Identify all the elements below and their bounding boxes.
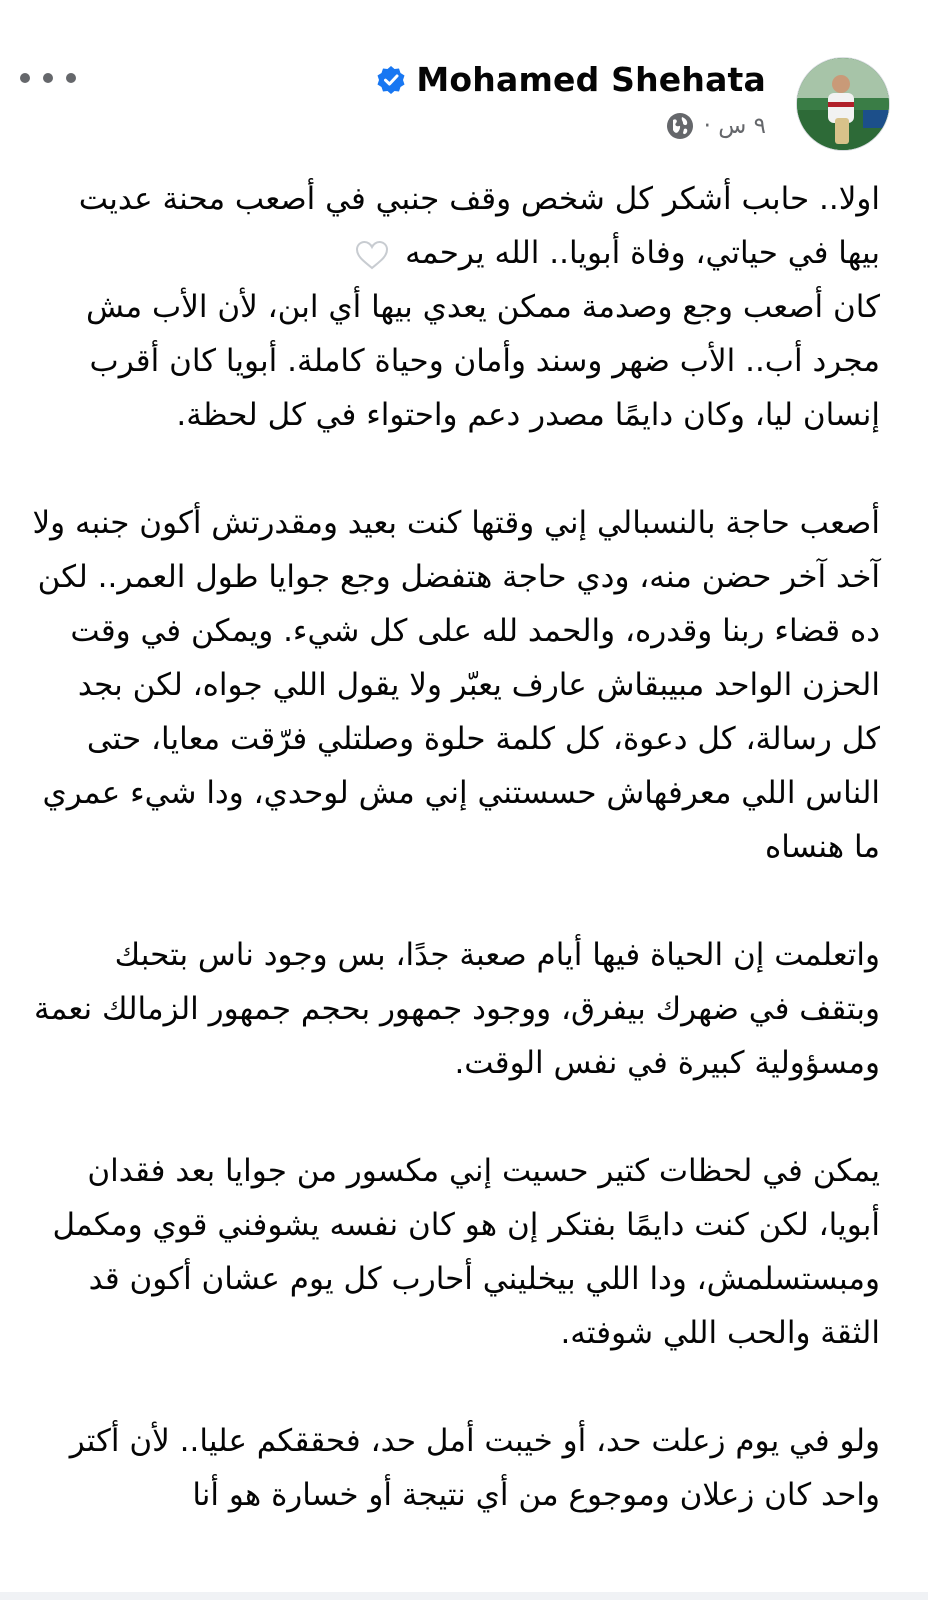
white-heart-icon <box>355 240 389 270</box>
post-body <box>30 172 880 1576</box>
previous-post-cutoff <box>0 0 928 12</box>
post-timestamp[interactable]: ٩ س · <box>703 113 766 139</box>
paragraph-4: يمكن في لحظات كتير حسيت إني مكسور من جوايا بعد فقدان أبويا، لكن كنت دايمًا بفتكر إن هو كان نفسه يشوفني قوي ومكمل ومبستسلمش، ودا اللي بيخليني أحارب كل يوم عشان أكون قد الثقة والحب اللي شوفته. <box>52 1153 880 1351</box>
paragraph-3: واتعلمت إن الحياة فيها أيام صعبة جدًا، بس وجود ناس بتحبك وبتقف في ضهرك بيفرق، ووجود جمهور بحجم جمهور الزمالك نعمة ومسؤولية كبيرة في نفس الوقت. <box>34 937 880 1081</box>
paragraph-1 <box>30 172 880 280</box>
more-options-icon[interactable] <box>20 66 76 90</box>
more-dot <box>66 73 76 83</box>
more-dot <box>43 73 53 83</box>
globe-icon[interactable] <box>666 112 694 140</box>
avatar[interactable] <box>796 57 890 151</box>
author <box>376 60 766 99</box>
verified-badge-icon <box>376 65 406 95</box>
paragraph-1-text: اولا.. حابب أشكر كل شخص وقف جنبي في أصعب محنة عديت بيها في حياتي، وفاة أبويا.. الله يرحمه <box>78 181 880 271</box>
post-meta <box>666 112 766 140</box>
paragraph-1b: كان أصعب وجع وصدمة ممكن يعدي بيها أي ابن، لأن الأب مش مجرد أب.. الأب ضهر وسند وأمان وحياة كاملة. أبويا كان أقرب إنسان ليا، وكان دايمًا مصدر دعم واحتواء في كل لحظة. <box>86 289 880 433</box>
paragraph-5: ولو في يوم زعلت حد، أو خيبت أمل حد، فحققكم عليا.. لأن أكتر واحد كان زعلان وموجوع من أي نتيجة أو خسارة هو أنا <box>69 1423 880 1513</box>
more-dot <box>20 73 30 83</box>
avatar-image <box>797 58 889 150</box>
paragraph-2: أصعب حاجة بالنسبالي إني وقتها كنت بعيد ومقدرتش أكون جنبه ولا آخد آخر حضن منه، ودي حاجة هتفضل وجع جوايا طول العمر.. لكن ده قضاء ربنا وقدره، والحمد لله على كل شيء. ويمكن في وقت الحزن الواحد مبيبقاش عارف يعبّر ولا يقول اللي جواه، لكن بجد كل رسالة، كل دعوة، كل كلمة حلوة وصلتلي فرّقت معايا، حتى الناس اللي معرفهاش حسستني إني مش لوحدي، ودا شيء عمري ما هنساه <box>32 505 880 865</box>
post-header <box>0 50 928 160</box>
author-name[interactable]: Mohamed Shehata <box>416 60 766 99</box>
bottom-divider <box>0 1592 928 1600</box>
